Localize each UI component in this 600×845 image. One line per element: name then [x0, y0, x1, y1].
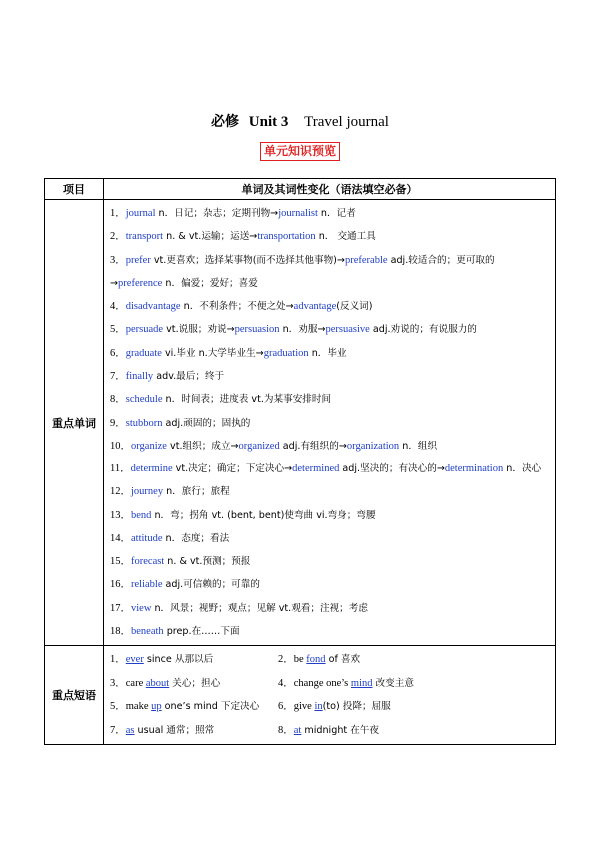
list-item: 9．stubborn adj.顽固的；固执的 [110, 417, 251, 429]
page-title [0, 111, 600, 131]
col-item-header: 项目 [45, 179, 104, 200]
title-cn: 必修 [211, 114, 240, 130]
list-item: 7．finally adv.最后；终于 [110, 371, 225, 383]
phrase-label: 重点短语 [45, 646, 104, 745]
table-header-row [45, 179, 556, 200]
vocab-list [104, 200, 556, 646]
list-item: 6．graduate vi.毕业 n.大学毕业生→graduation n．毕业 [110, 347, 347, 359]
vocab-label: 重点单词 [45, 200, 104, 646]
col-content-header: 单词及其词性变化（语法填空必备） [104, 179, 556, 200]
list-item: 1．journal n．日记；杂志；定期刊物→journalist n．记者 [110, 208, 356, 219]
list-item: 11．determine vt.决定；确定；下定决心→determined adj.坚决的；有决心的→determination n．决心 [110, 463, 542, 475]
list-item: 5．make up one’s mind 下定决心 6．give in(to) 投降；屈服 [110, 701, 391, 713]
title-unit: Unit 3 [248, 114, 289, 130]
list-item: 4．disadvantage n．不利条件；不便之处→advantage(反义词) [110, 301, 373, 313]
list-item: 10．organize vt.组织；成立→organized adj.有组织的→organization n．组织 [110, 440, 438, 452]
list-item: 14．attitude n．态度；看法 [110, 532, 230, 544]
vocab-table [44, 178, 556, 745]
list-item: 12．journey n．旅行；旅程 [110, 486, 230, 498]
phrase-row [45, 646, 556, 745]
list-item: 15．forecast n. & vt.预测；预报 [110, 556, 251, 568]
list-item: 13．bend n．弯；拐角 vt. (bent, bent)使弯曲 vi.弯身；弯腰 [110, 509, 376, 521]
list-item: 18．beneath prep.在……下面 [110, 626, 240, 638]
list-item: →preference n．偏爱；爱好；喜爱 [110, 277, 258, 289]
list-item: 17．view n．风景；视野；观点；见解 vt.观看；注视；考虑 [110, 602, 368, 614]
list-item: 3．care about 关心；担心 4．change one’s mind 改变主意 [110, 677, 414, 689]
list-item: 8．schedule n．时间表；进度表 vt.为某事安排时间 [110, 394, 332, 406]
section-subtitle: 单元知识预览 [260, 142, 340, 161]
list-item: 1．ever since 从那以后 2．be fond of 喜欢 [110, 654, 361, 666]
list-item: 2．transport n. & vt.运输；运送→transportation n． 交通工具 [110, 231, 376, 243]
title-topic: Travel journal [304, 114, 389, 130]
phrase-list [104, 646, 556, 745]
list-item: 7．as usual 通常；照常 8．at midnight 在午夜 [110, 724, 379, 736]
subtitle-wrap [0, 142, 600, 161]
vocab-row [45, 200, 556, 646]
list-item: 5．persuade vt.说服；劝说→persuasion n．劝服→persuasive adj.劝说的；有说服力的 [110, 324, 477, 336]
list-item: 16．reliable adj.可信赖的；可靠的 [110, 579, 260, 591]
list-item: 3．prefer vt.更喜欢；选择某事物(而不选择其他事物)→preferable adj.较适合的；更可取的 [110, 254, 495, 266]
